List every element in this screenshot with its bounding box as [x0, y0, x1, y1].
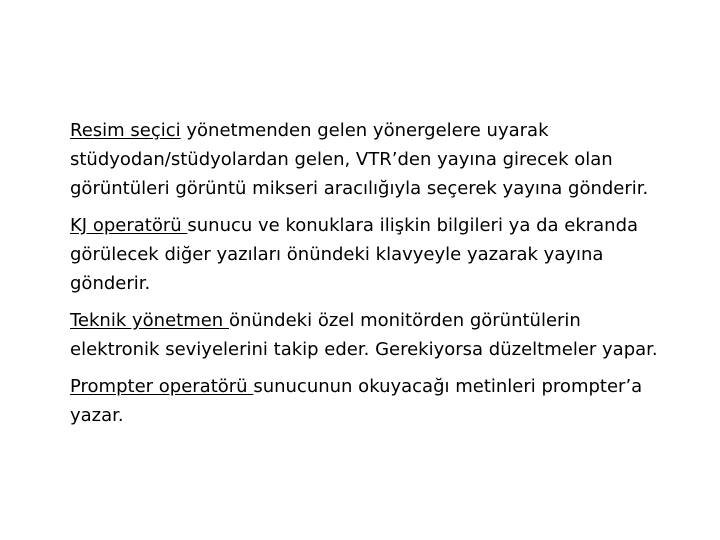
term-prompter-operatoru: Prompter operatörü: [70, 376, 254, 397]
paragraph-text: önündeki özel monitörden görüntülerin elektronik seviyelerini takip eder. Gerekiyorsa düzeltmeler yapar.: [70, 310, 658, 360]
term-resim-secici: Resim seçici: [70, 120, 181, 141]
paragraph-kj-operatoru: [70, 211, 670, 298]
text-body: [70, 116, 670, 438]
term-teknik-yonetmen: Teknik yönetmen: [70, 310, 229, 331]
paragraph-text: sunucu ve konuklara ilişkin bilgileri ya da ekranda görülecek diğer yazıları önündeki klavyeyle yazarak yayına gönderir.: [70, 215, 639, 294]
paragraph-prompter-operatoru: [70, 372, 670, 430]
term-kj-operatoru: KJ operatörü: [70, 215, 188, 236]
paragraph-text: yönetmenden gelen yönergelere uyarak stüdyodan/stüdyolardan gelen, VTR’den yayına girecek olan görüntüleri görüntü mikseri aracılığıyla seçerek yayına gönderir.: [70, 120, 649, 199]
paragraph-teknik-yonetmen: [70, 306, 670, 364]
paragraph-text: sunucunun okuyacağı metinleri prompter’a yazar.: [70, 376, 643, 426]
paragraph-resim-secici: [70, 116, 670, 203]
